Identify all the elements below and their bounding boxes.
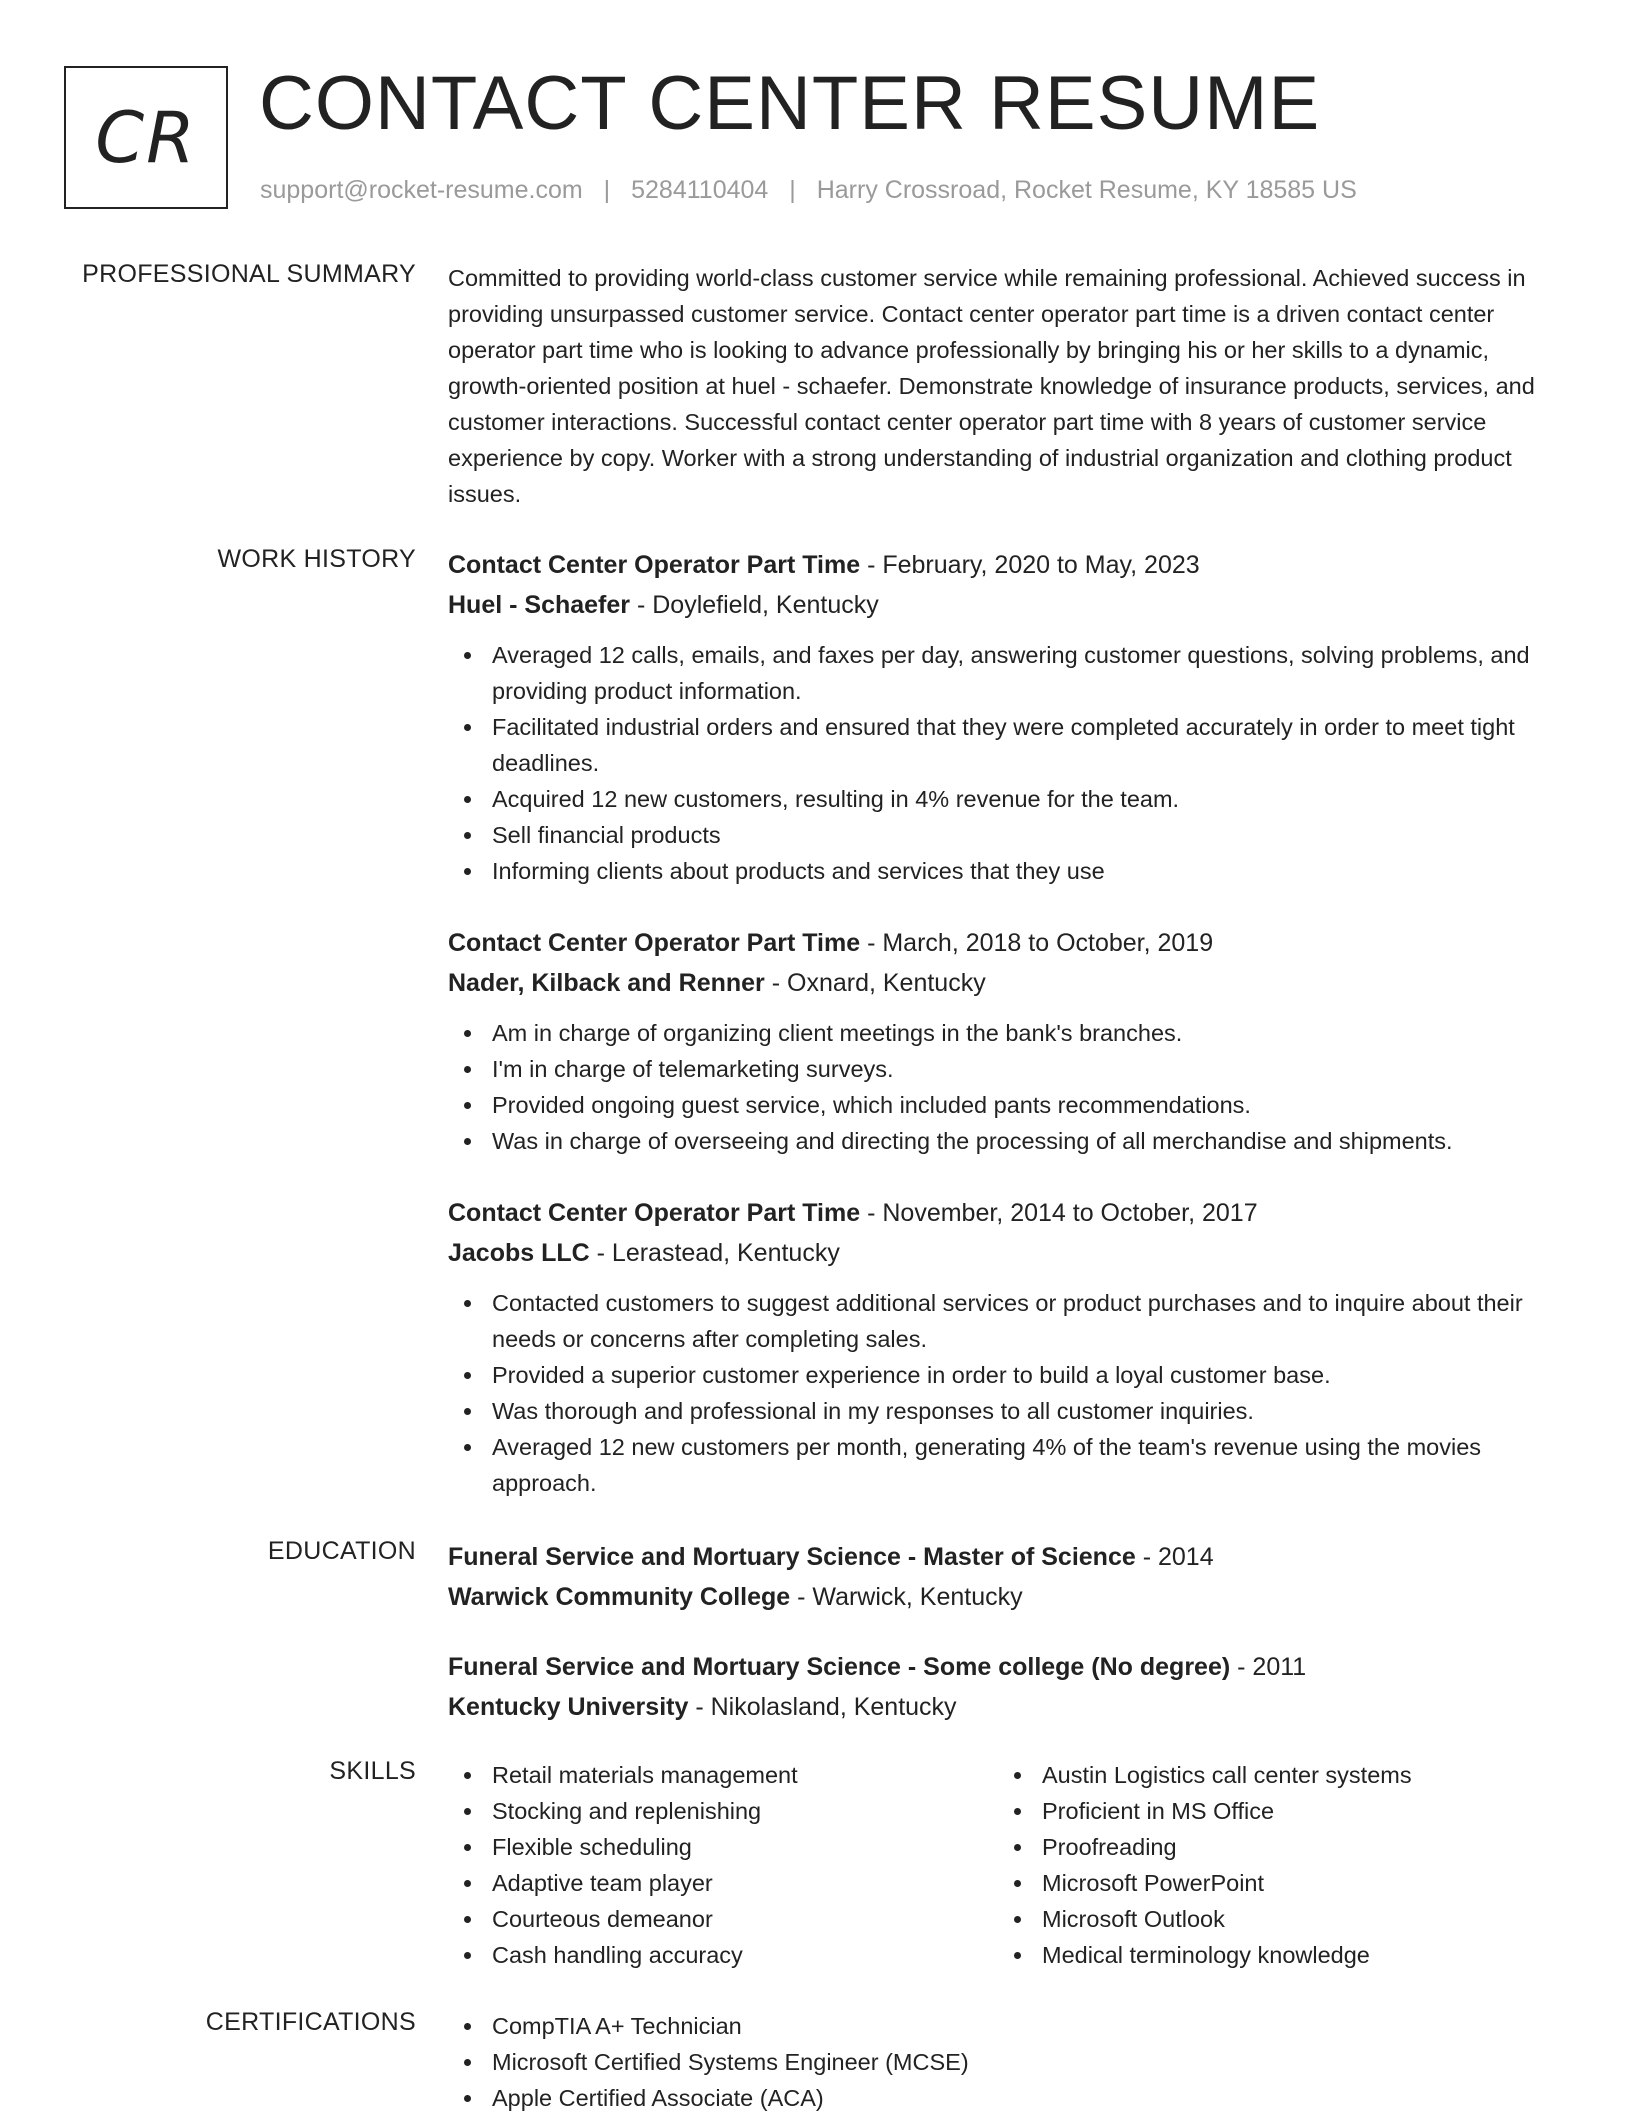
skill-item: Stocking and replenishing: [448, 1793, 998, 1829]
contact-separator: |: [603, 176, 611, 204]
education-location: - Nikolasland, Kentucky: [688, 1693, 957, 1721]
certification-item: CompTIA A+ Technician: [448, 2008, 1570, 2044]
job-bullet: Informing clients about products and services that they use: [448, 853, 1570, 889]
job-dates: - November, 2014 to October, 2017: [860, 1199, 1258, 1227]
job-location: - Oxnard, Kentucky: [764, 969, 986, 997]
job-dates: - February, 2020 to May, 2023: [860, 551, 1200, 579]
job-title: Contact Center Operator Part Time: [448, 551, 861, 579]
education-school: Kentucky University: [448, 1693, 689, 1721]
job-bullet: Averaged 12 calls, emails, and faxes per day, answering customer questions, solving problems, and providing product information.: [448, 637, 1570, 709]
skill-item: Microsoft PowerPoint: [998, 1865, 1548, 1901]
job-company: Nader, Kilback and Renner: [448, 969, 765, 997]
job-bullet: Am in charge of organizing client meetings in the bank's branches.: [448, 1015, 1570, 1051]
job-bullet: I'm in charge of telemarketing surveys.: [448, 1051, 1570, 1087]
certifications-list: [448, 2008, 1570, 2112]
certification-item: Microsoft Certified Systems Engineer (MCSE): [448, 2044, 1570, 2080]
education-school: Warwick Community College: [448, 1583, 791, 1611]
monogram-logo: CR: [64, 66, 228, 209]
contact-line: [260, 176, 1357, 205]
job-bullet: Was in charge of overseeing and directing the processing of all merchandise and shipments.: [448, 1123, 1570, 1159]
job-title-line: [448, 923, 1570, 963]
education-list: [448, 1537, 1570, 1757]
skill-item: Courteous demeanor: [448, 1901, 998, 1937]
skill-item: Proofreading: [998, 1829, 1548, 1865]
section-label-skills: SKILLS: [329, 1757, 416, 1785]
job-company: Jacobs LLC: [448, 1239, 590, 1267]
education-degree: Funeral Service and Mortuary Science - Some college (No degree): [448, 1653, 1231, 1681]
skill-item: Austin Logistics call center systems: [998, 1757, 1548, 1793]
contact-separator: |: [789, 176, 796, 204]
education-entry: [448, 1537, 1570, 1617]
section-label-education: EDUCATION: [267, 1537, 416, 1565]
section-label-certifications: CERTIFICATIONS: [205, 2008, 416, 2036]
job-location: - Doylefield, Kentucky: [630, 591, 879, 619]
skill-item: Proficient in MS Office: [998, 1793, 1548, 1829]
skills-list-right: [998, 1757, 1548, 1973]
skills-list-left: [448, 1757, 998, 1973]
job-bullets: [448, 1285, 1570, 1501]
job-title: Contact Center Operator Part Time: [448, 1199, 861, 1227]
job-title: Contact Center Operator Part Time: [448, 929, 861, 957]
skill-item: Retail materials management: [448, 1757, 998, 1793]
job-bullet: Sell financial products: [448, 817, 1570, 853]
contact-address: Harry Crossroad, Rocket Resume, KY 18585 US: [816, 176, 1357, 204]
job-bullet: Averaged 12 new customers per month, generating 4% of the team's revenue using the movies approach.: [448, 1429, 1570, 1501]
skill-item: Microsoft Outlook: [998, 1901, 1548, 1937]
education-year: - 2011: [1230, 1653, 1307, 1681]
job-bullets: [448, 637, 1570, 889]
section-label-work: WORK HISTORY: [217, 545, 416, 573]
job-bullet: Contacted customers to suggest additional services or product purchases and to inquire about their needs or concerns after completing sales.: [448, 1285, 1570, 1357]
education-degree-line: [448, 1537, 1570, 1577]
job-title-line: [448, 1193, 1570, 1233]
job-bullet: Acquired 12 new customers, resulting in 4% revenue for the team.: [448, 781, 1570, 817]
certification-item: Apple Certified Associate (ACA): [448, 2080, 1570, 2112]
education-school-line: [448, 1577, 1570, 1617]
jobs-list: [448, 545, 1570, 1535]
job-title-line: [448, 545, 1570, 585]
education-year: - 2014: [1135, 1543, 1214, 1571]
job-bullet: Provided a superior customer experience in order to build a loyal customer base.: [448, 1357, 1570, 1393]
education-entry: [448, 1647, 1570, 1727]
job-bullet: Facilitated industrial orders and ensured that they were completed accurately in order to meet tight deadlines.: [448, 709, 1570, 781]
job-dates: - March, 2018 to October, 2019: [860, 929, 1214, 957]
skill-item: Flexible scheduling: [448, 1829, 998, 1865]
skill-item: Adaptive team player: [448, 1865, 998, 1901]
job-bullets: [448, 1015, 1570, 1159]
job-bullet: Provided ongoing guest service, which included pants recommendations.: [448, 1087, 1570, 1123]
resume-title: CONTACT CENTER RESUME: [259, 61, 1321, 146]
job-entry: [448, 1193, 1570, 1501]
skill-item: Medical terminology knowledge: [998, 1937, 1548, 1973]
contact-phone: 5284110404: [631, 176, 769, 204]
job-bullet: Was thorough and professional in my responses to all customer inquiries.: [448, 1393, 1570, 1429]
education-degree-line: [448, 1647, 1570, 1687]
education-school-line: [448, 1687, 1570, 1727]
job-entry: [448, 923, 1570, 1159]
job-company-line: [448, 963, 1570, 1003]
job-company: Huel - Schaefer: [448, 591, 631, 619]
education-location: - Warwick, Kentucky: [790, 1583, 1023, 1611]
job-location: - Lerastead, Kentucky: [589, 1239, 840, 1267]
job-company-line: [448, 1233, 1570, 1273]
job-entry: [448, 545, 1570, 889]
summary-text: Committed to providing world-class customer service while remaining professional. Achieved success in providing unsurpassed customer service. Contact center operator part time is a driven contact center operator part time who is looking to advance professionally by bringing his or her skills to a dynamic, growth-oriented position at huel - schaefer. Demonstrate knowledge of insurance products, services, and customer interactions. Successful contact center operator part time with 8 years of customer service experience by copy. Worker with a strong understanding of industrial organization and clothing product issues.: [448, 265, 1535, 507]
skill-item: Cash handling accuracy: [448, 1937, 998, 1973]
education-degree: Funeral Service and Mortuary Science - Master of Science: [448, 1543, 1136, 1571]
section-label-summary: PROFESSIONAL SUMMARY: [82, 260, 416, 288]
contact-email: support@rocket-resume.com: [260, 176, 583, 204]
job-company-line: [448, 585, 1570, 625]
